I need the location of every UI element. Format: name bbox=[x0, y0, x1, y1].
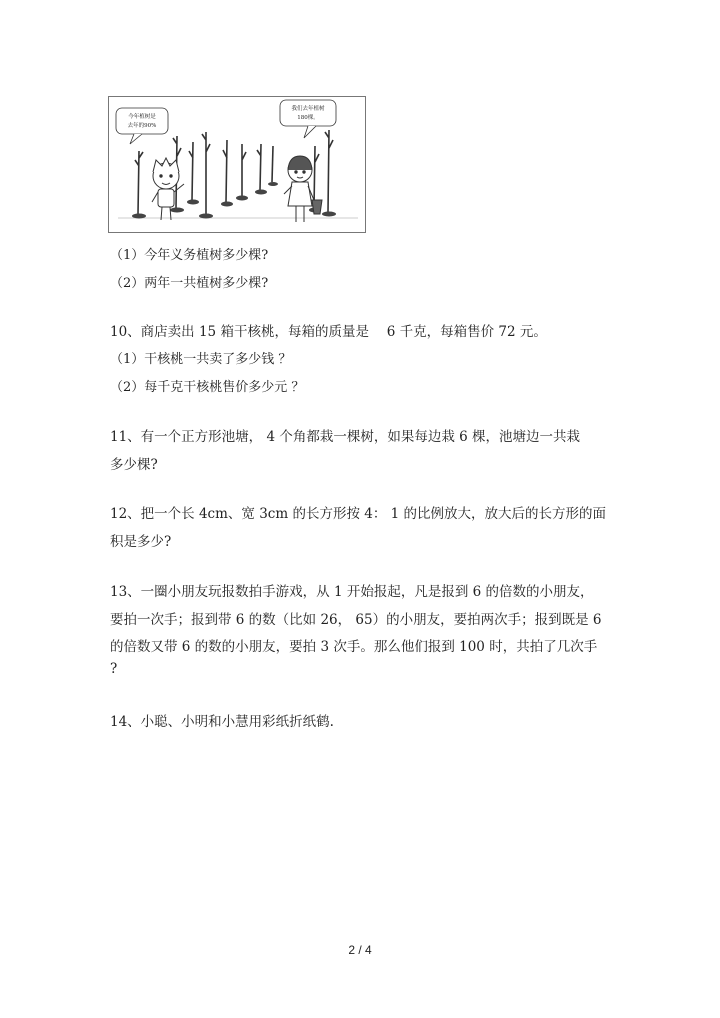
q13-line4: ? bbox=[110, 661, 118, 677]
girl-bubble-line1: 我们去年植树 bbox=[291, 106, 325, 112]
q13-line1: 13、一圈小朋友玩报数拍手游戏，从 1 开始报起，凡是报到 6 的倍数的小朋友， bbox=[110, 584, 594, 600]
q9-sub2: （2）两年一共植树多少棵? bbox=[110, 276, 269, 291]
q11-line1: 11、有一个正方形池塘， 4 个角都栽一棵树，如果每边栽 6 棵，池塘边一共栽 bbox=[110, 429, 581, 445]
q10-sub2: （2）每千克干核桃售价多少元 ？ bbox=[110, 380, 305, 395]
q10-stem: 10、商店卖出 15 箱干核桃，每箱的质量是 6 千克，每箱售价 72 元。 bbox=[110, 324, 547, 340]
q11-line2: 多少棵? bbox=[110, 457, 158, 473]
q13-line2: 要拍一次手；报到带 6 的数（比如 26， 65）的小朋友，要拍两次手；报到既是 6 bbox=[110, 612, 602, 628]
q9-sub1: （1）今年义务植树多少棵? bbox=[110, 248, 269, 263]
boy-bubble-line1: 今年植树是 bbox=[128, 114, 156, 120]
boy-bubble-line2: 去年的90% bbox=[127, 123, 157, 129]
page-number: 2 / 4 bbox=[348, 943, 372, 957]
tree-planting-illustration bbox=[108, 96, 366, 233]
q10-sub1: （1）干核桃一共卖了多少钱 ？ bbox=[110, 352, 292, 367]
q12-line2: 积是多少? bbox=[110, 534, 172, 550]
girl-bubble-line2: 180棵。 bbox=[297, 115, 319, 121]
q14-line1: 14、小聪、小明和小慧用彩纸折纸鹤. bbox=[110, 714, 334, 730]
q12-line1: 12、把一个长 4cm、宽 3cm 的长方形按 4： 1 的比例放大，放大后的长方形的面 bbox=[110, 506, 607, 522]
q13-line3: 的倍数又带 6 的数的小朋友，要拍 3 次手。那么他们报到 100 时，共拍了几次手 bbox=[110, 639, 598, 655]
